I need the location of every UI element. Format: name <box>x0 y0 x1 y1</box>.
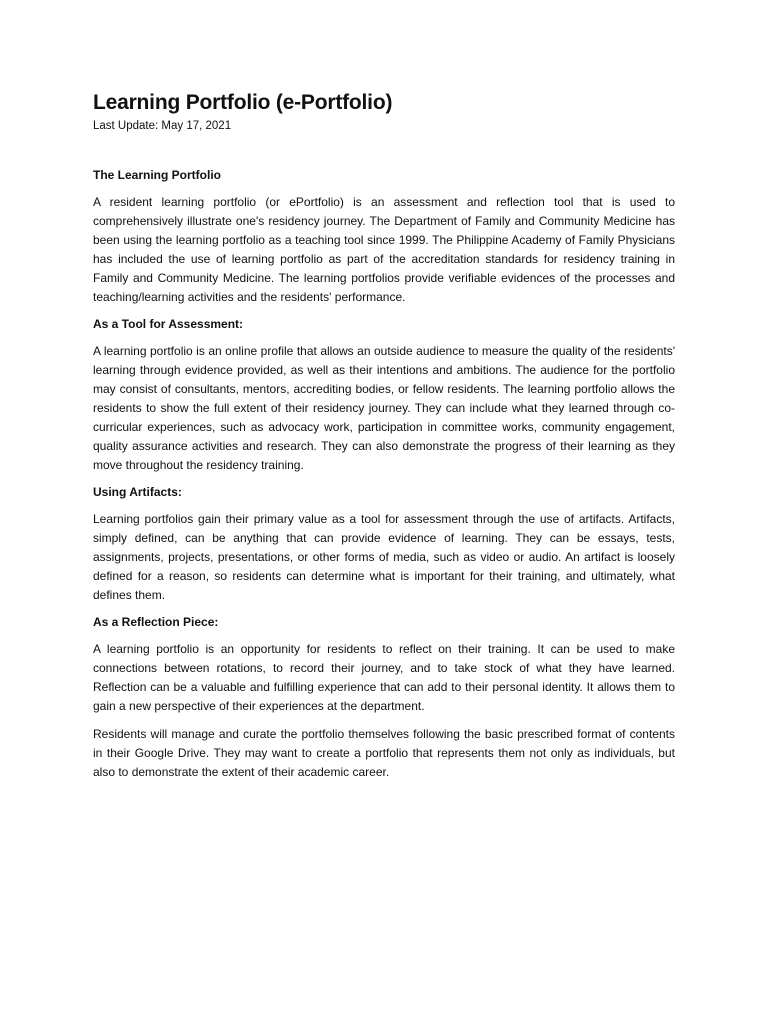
paragraph-learning-portfolio: A resident learning portfolio (or ePortfolio) is an assessment and reflection tool that is used to comprehensively illustrate one's residency journey. The Department of Family and Community Medicine has been using the learning portfolio as a teaching tool since 1999. The Philippine Academy of Family Physicians has included the use of learning portfolio as part of the accreditation standards for residency training in Family and Community Medicine. The learning portfolios provide verifiable evidences of the processes and teaching/learning activities and the residents' performance. <box>93 195 675 304</box>
document-title: Learning Portfolio (e-Portfolio) <box>93 91 393 114</box>
paragraph-portfolio-management: Residents will manage and curate the portfolio themselves following the basic prescribed format of contents in their Google Drive. They may want to create a portfolio that represents them not only as individuals, but also to demonstrate the extent of their academic career. <box>93 727 675 779</box>
section-heading-reflection-piece: As a Reflection Piece: <box>93 615 219 629</box>
section-heading-learning-portfolio: The Learning Portfolio <box>93 168 221 182</box>
section-heading-using-artifacts: Using Artifacts: <box>93 485 182 499</box>
paragraph-tool-for-assessment: A learning portfolio is an online profile that allows an outside audience to measure the quality of the residents' learning through evidence provided, as well as their intentions and ambitions. The audience for the portfolio may consist of consultants, mentors, accrediting bodies, or fellow residents. The learning portfolio allows the residents to show the full extent of their residency journey. They can include what they learned through co-curricular experiences, such as advocacy work, participation in committee works, community engagement, quality assurance activities and research. They can also demonstrate the progress of their learning as they move throughout the residency training. <box>93 344 675 472</box>
section-heading-tool-for-assessment: As a Tool for Assessment: <box>93 317 244 331</box>
paragraph-using-artifacts: Learning portfolios gain their primary value as a tool for assessment through the use of artifacts. Artifacts, simply defined, can be anything that can provide evidence of learning. They can be essays, tests, assignments, projects, presentations, or other forms of media, such as video or audio. An artifact is loosely defined for a reason, so residents can determine what is important for their training, and ultimately, what defines them. <box>93 512 675 602</box>
paragraph-reflection-piece: A learning portfolio is an opportunity for residents to reflect on their training. It can be used to make connections between rotations, to record their journey, and to take stock of what they have learned. Reflection can be a valuable and fulfilling experience that can add to their personal identity. It allows them to gain a new perspective of their experiences at the department. <box>93 642 675 713</box>
last-update-date: Last Update: May 17, 2021 <box>93 120 232 132</box>
document-page <box>93 88 675 791</box>
